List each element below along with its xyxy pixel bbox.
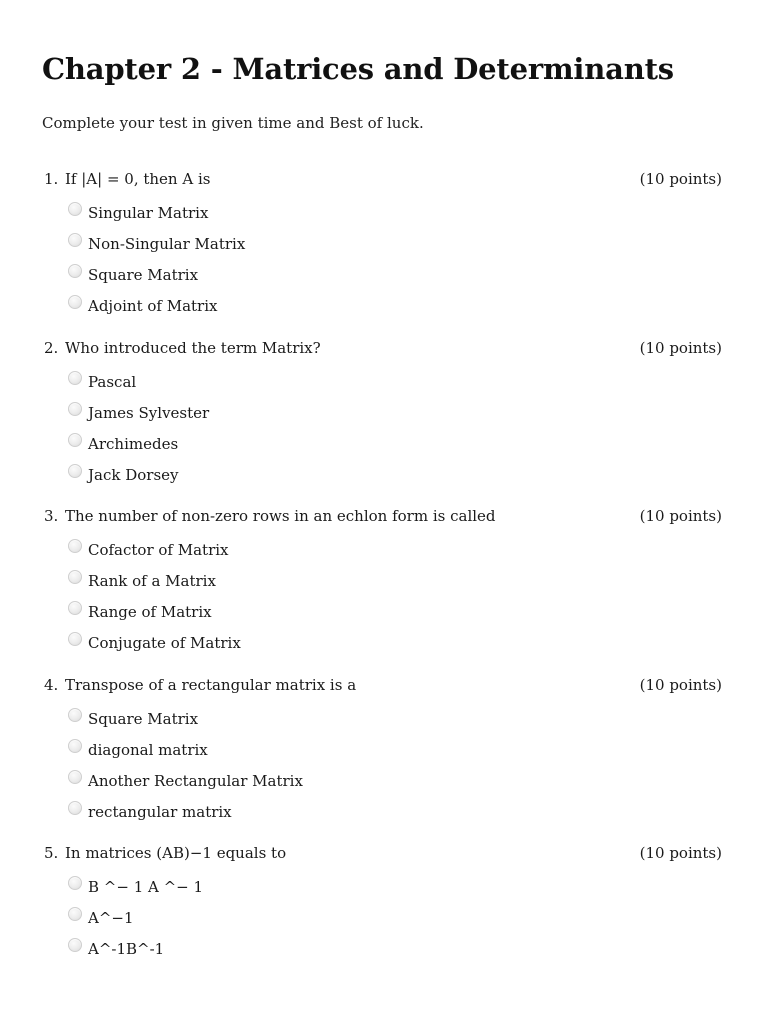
answer-options <box>68 196 245 320</box>
answer-option-label: Singular Matrix <box>88 203 209 222</box>
question-points: (10 points) <box>639 170 722 188</box>
radio-button[interactable] <box>68 464 82 478</box>
answer-option[interactable] <box>68 533 241 564</box>
answer-option-label: Cofactor of Matrix <box>88 540 229 559</box>
answer-option[interactable] <box>68 626 241 657</box>
radio-button[interactable] <box>68 801 82 815</box>
question-number: 4. <box>44 676 59 694</box>
radio-button[interactable] <box>68 601 82 615</box>
page-instructions: Complete your test in given time and Best of luck. <box>42 114 424 132</box>
radio-button[interactable] <box>68 770 82 784</box>
answer-option[interactable] <box>68 595 241 626</box>
radio-button[interactable] <box>68 876 82 890</box>
question-3 <box>42 505 722 652</box>
answer-option-label: B ^− 1 A ^− 1 <box>88 877 204 896</box>
answer-option-label: diagonal matrix <box>88 740 208 759</box>
answer-option-label: Another Rectangular Matrix <box>88 771 303 790</box>
question-text: If |A| = 0, then A is <box>65 170 211 188</box>
question-number: 1. <box>44 170 59 188</box>
radio-button[interactable] <box>68 295 82 309</box>
answer-option[interactable] <box>68 702 303 733</box>
answer-option[interactable] <box>68 227 245 258</box>
question-header <box>42 168 722 190</box>
radio-button[interactable] <box>68 907 82 921</box>
question-1 <box>42 168 722 315</box>
question-text: In matrices (AB)−1 equals to <box>65 844 287 862</box>
answer-option-label: Square Matrix <box>88 709 199 728</box>
radio-button[interactable] <box>68 539 82 553</box>
radio-button[interactable] <box>68 402 82 416</box>
answer-option-label: Jack Dorsey <box>88 465 179 484</box>
answer-option-label: Rank of a Matrix <box>88 571 216 590</box>
radio-button[interactable] <box>68 371 82 385</box>
answer-option-label: A^−1 <box>88 908 134 927</box>
radio-button[interactable] <box>68 708 82 722</box>
question-points: (10 points) <box>639 339 722 357</box>
question-header <box>42 505 722 527</box>
question-number: 2. <box>44 339 59 357</box>
answer-option[interactable] <box>68 932 203 963</box>
answer-option[interactable] <box>68 196 245 227</box>
answer-option-label: rectangular matrix <box>88 802 232 821</box>
question-text: The number of non-zero rows in an echlon form is called <box>65 507 496 525</box>
answer-option-label: Pascal <box>88 372 137 391</box>
question-5 <box>42 842 722 958</box>
answer-option[interactable] <box>68 870 203 901</box>
question-header <box>42 674 722 696</box>
answer-option[interactable] <box>68 458 209 489</box>
answer-option-label: Adjoint of Matrix <box>88 296 218 315</box>
answer-option-label: Conjugate of Matrix <box>88 633 241 652</box>
answer-option[interactable] <box>68 365 209 396</box>
answer-option[interactable] <box>68 564 241 595</box>
answer-option[interactable] <box>68 258 245 289</box>
answer-options <box>68 533 241 657</box>
answer-option[interactable] <box>68 733 303 764</box>
answer-option[interactable] <box>68 901 203 932</box>
answer-option[interactable] <box>68 396 209 427</box>
answer-option-label: Archimedes <box>88 434 179 453</box>
answer-option-label: Non-Singular Matrix <box>88 234 246 253</box>
question-header <box>42 842 722 864</box>
answer-options <box>68 365 209 489</box>
answer-option[interactable] <box>68 764 303 795</box>
question-points: (10 points) <box>639 844 722 862</box>
question-text: Who introduced the term Matrix? <box>65 339 321 357</box>
answer-option-label: Square Matrix <box>88 265 199 284</box>
answer-option-label: Range of Matrix <box>88 602 212 621</box>
answer-option[interactable] <box>68 795 303 826</box>
question-number: 5. <box>44 844 59 862</box>
radio-button[interactable] <box>68 739 82 753</box>
answer-option[interactable] <box>68 427 209 458</box>
question-number: 3. <box>44 507 59 525</box>
question-text: Transpose of a rectangular matrix is a <box>65 676 357 694</box>
radio-button[interactable] <box>68 264 82 278</box>
radio-button[interactable] <box>68 233 82 247</box>
radio-button[interactable] <box>68 632 82 646</box>
answer-options <box>68 870 203 963</box>
question-4 <box>42 674 722 821</box>
question-2 <box>42 337 722 484</box>
question-points: (10 points) <box>639 676 722 694</box>
question-header <box>42 337 722 359</box>
radio-button[interactable] <box>68 570 82 584</box>
question-points: (10 points) <box>639 507 722 525</box>
radio-button[interactable] <box>68 202 82 216</box>
answer-option-label: A^-1B^-1 <box>88 939 165 958</box>
answer-option[interactable] <box>68 289 245 320</box>
answer-options <box>68 702 303 826</box>
page-title: Chapter 2 - Matrices and Determinants <box>42 52 674 86</box>
answer-option-label: James Sylvester <box>88 403 210 422</box>
radio-button[interactable] <box>68 433 82 447</box>
radio-button[interactable] <box>68 938 82 952</box>
